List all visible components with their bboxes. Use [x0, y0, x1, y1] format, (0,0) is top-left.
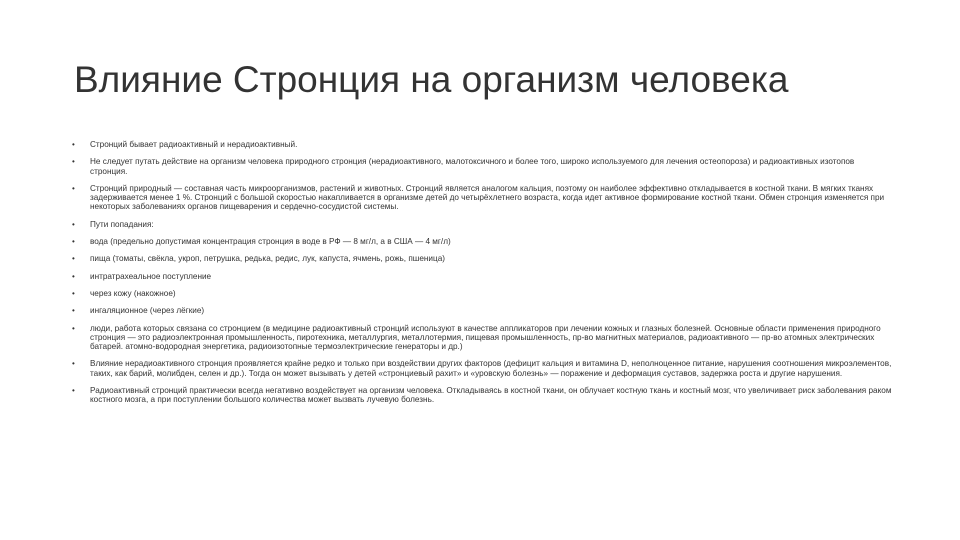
- bullet-icon: •: [72, 306, 75, 316]
- bullet-icon: •: [72, 219, 75, 229]
- bullet-text: Радиоактивный стронций практически всегда негативно воздействует на организм человека. Откладываясь в костной ткани, он облучает костную ткань и костный мозг, что увеличивает риск заболевания раком костного мозга, а при поступлении большого количества может вызвать лучевую болезнь.: [90, 386, 892, 405]
- bullet-list: [72, 140, 892, 413]
- bullet-text: интратрахеальное поступление: [90, 271, 212, 281]
- bullet-icon: •: [72, 254, 75, 264]
- bullet-text: через кожу (накожное): [90, 288, 176, 298]
- bullet-icon: •: [72, 271, 75, 281]
- bullet-item: [72, 386, 892, 405]
- bullet-item: [72, 220, 892, 229]
- bullet-text: Стронций природный — составная часть микроорганизмов, растений и животных. Стронций является аналогом кальция, поэтому он наиболее эффективно откладывается в костной ткани. В мягких тканях задерживается менее 1 %. Стронций с большой скоростью накапливается в организме детей до четырёхлетнего возраста, когда идет активное формирование костной ткани. Обмен стронция изменяется при некоторых заболеваниях органов пищеварения и сердечно-сосудистой системы.: [90, 183, 885, 212]
- bullet-item: [72, 324, 892, 352]
- bullet-item: [72, 272, 892, 281]
- bullet-text: ингаляционное (через лёгкие): [90, 306, 205, 316]
- bullet-icon: •: [72, 323, 75, 333]
- bullet-text: вода (предельно допустимая концентрация стронция в воде в РФ — 8 мг/л, а в США — 4 мг/л): [90, 237, 451, 247]
- bullet-icon: •: [72, 288, 75, 298]
- bullet-item: [72, 359, 892, 378]
- bullet-item: [72, 254, 892, 263]
- bullet-icon: •: [72, 157, 75, 167]
- bullet-item: [72, 184, 892, 212]
- bullet-item: [72, 140, 892, 149]
- bullet-text: Стронций бывает радиоактивный и нерадиоактивный.: [90, 140, 298, 149]
- bullet-text: Влияние нерадиоактивного стронция проявляется крайне редко и только при воздействии других факторов (дефицит кальция и витамина D, неполноценное питание, нарушения соотношения микроэлементов, таких, как барий, молибден, селен и др.). Тогда он может вызывать у детей «стронциевый рахит» и «уровскую болезнь» — поражение и деформация суставов, задержка роста и другие нарушения.: [90, 359, 892, 378]
- bullet-icon: •: [72, 183, 75, 193]
- slide-title: Влияние Стронция на организм человека: [74, 59, 789, 100]
- bullet-icon: •: [72, 386, 75, 396]
- bullet-item: [72, 289, 892, 298]
- bullet-text: люди, работа которых связана со стронцием (в медицине радиоактивный стронций используют в качестве аппликаторов при лечении кожных и глазных болезней. Основные области применения природного стронция — это радиоэлектронная промышленность, пиротехника, металлургия, металлотермия, пищевая промышленность, пр-во магнитных материалов, радиоактивного — пр-во атомных электрических батарей. атомно-водородная энергетика, радиоизотопные термоэлектрические генераторы и др.): [90, 323, 881, 352]
- bullet-text: Пути попадания:: [90, 219, 154, 229]
- bullet-item: [72, 237, 892, 246]
- bullet-icon: •: [72, 140, 75, 149]
- bullet-text: Не следует путать действие на организм человека природного стронция (нерадиоактивного, малотоксичного и более того, широко используемого для лечения остеопороза) и радиоактивных изотопов стронция.: [90, 157, 855, 176]
- bullet-text: пища (томаты, свёкла, укроп, петрушка, редька, редис, лук, капуста, ячмень, рожь, пшеница): [90, 254, 445, 264]
- bullet-item: [72, 306, 892, 315]
- bullet-item: [72, 157, 892, 176]
- bullet-icon: •: [72, 237, 75, 247]
- bullet-icon: •: [72, 359, 75, 369]
